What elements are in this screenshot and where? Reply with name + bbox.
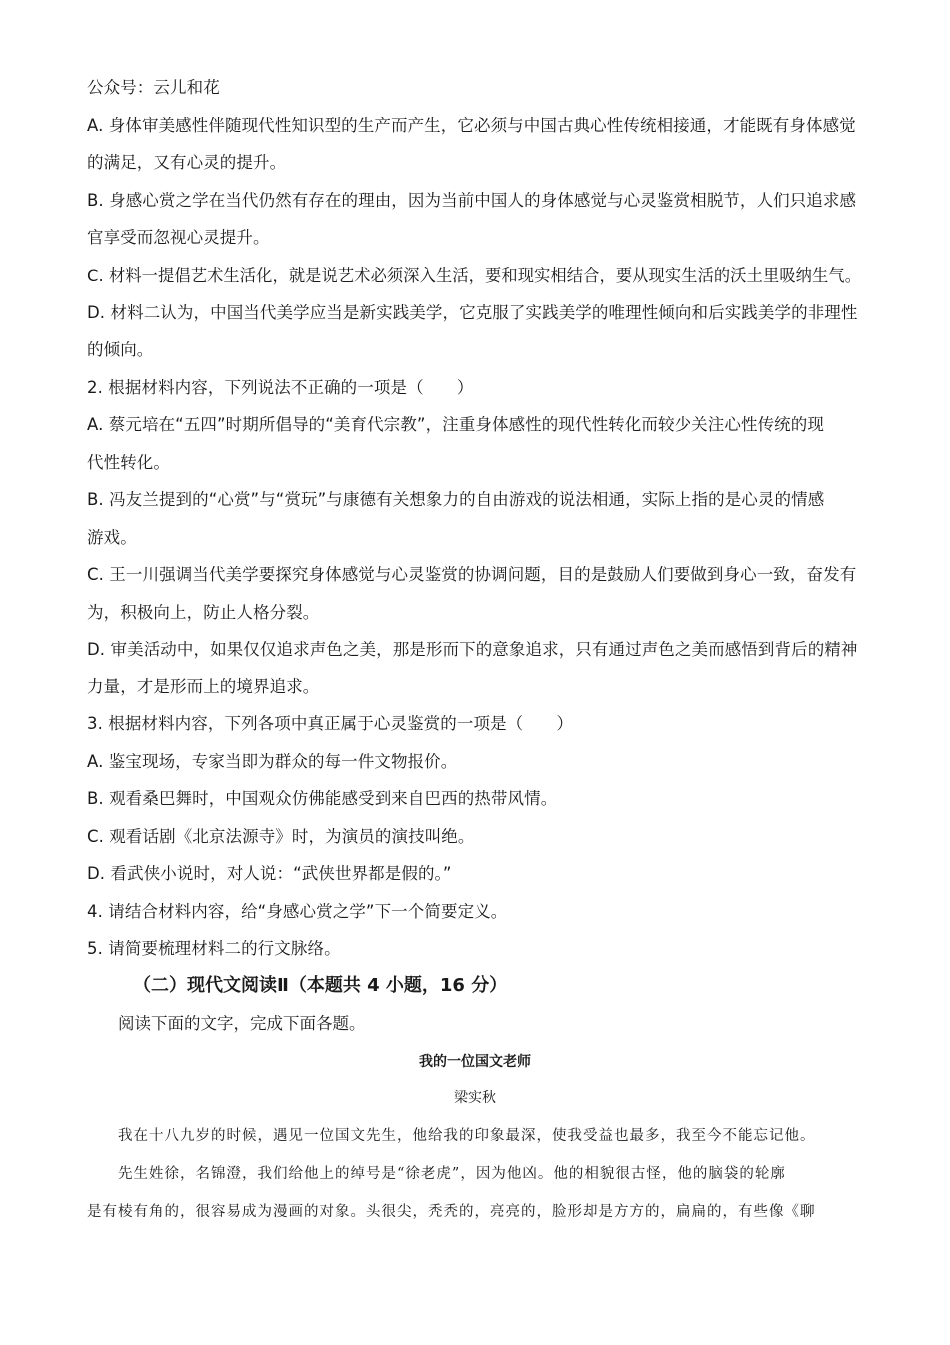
q3-option-b: B. 观看桑巴舞时，中国观众仿佛能感受到来自巴西的热带风情。 (87, 789, 558, 808)
watermark-text: 公众号：云儿和花 (87, 78, 220, 97)
q2-option-d-line2: 力量，才是形而上的境界追求。 (87, 677, 320, 696)
article-title: 我的一位国文老师 (419, 1054, 531, 1070)
q1-option-d-line2: 的倾向。 (87, 340, 154, 359)
article-author: 梁实秋 (454, 1090, 496, 1106)
q1-option-a-line2: 的满足，又有心灵的提升。 (87, 153, 287, 172)
q2-option-d-line1: D. 审美活动中，如果仅仅追求声色之美，那是形而下的意象追求，只有通过声色之美而感悟到背后的精神 (87, 640, 858, 659)
q1-option-b-line1: B. 身感心赏之学在当代仍然有存在的理由，因为当前中国人的身体感觉与心灵鉴赏相脱节，人们只追求感 (87, 191, 857, 210)
q2-option-c-line1: C. 王一川强调当代美学要探究身体感觉与心灵鉴赏的协调问题，目的是鼓励人们要做到身心一致，奋发有 (87, 565, 857, 584)
q2-stem: 2. 根据材料内容，下列说法不正确的一项是（ ） (87, 378, 474, 397)
q3-option-a: A. 鉴宝现场，专家当即为群众的每一件文物报价。 (87, 752, 458, 771)
q3-option-c: C. 观看话剧《北京法源寺》时，为演员的演技叫绝。 (87, 827, 475, 846)
q2-option-c-line2: 为，积极向上，防止人格分裂。 (87, 603, 320, 622)
q1-option-c-line1: C. 材料一提倡艺术生活化，就是说艺术必须深入生活，要和现实相结合，要从现实生活的沃土里吸纳生气。 (87, 266, 862, 285)
q2-option-a-line1: A. 蔡元培在“五四”时期所倡导的“美育代宗教”，注重身体感性的现代性转化而较少关注心性传统的现 (87, 415, 824, 434)
article-paragraph-2-line1: 先生姓徐，名锦澄，我们给他上的绰号是“徐老虎”，因为他凶。他的相貌很古怪，他的脑袋的轮廓 (118, 1166, 786, 1182)
q4-stem: 4. 请结合材料内容，给“身感心赏之学”下一个简要定义。 (87, 902, 508, 921)
article-paragraph-2-line2: 是有棱有角的，很容易成为漫画的对象。头很尖，秃秃的，亮亮的，脸形却是方方的，扁扁的，有些像《聊 (87, 1204, 816, 1220)
article-paragraph-1: 我在十八九岁的时候，遇见一位国文先生，他给我的印象最深，使我受益也最多，我至今不能忘记他。 (118, 1128, 816, 1144)
q3-option-d: D. 看武侠小说时，对人说：“武侠世界都是假的。” (87, 864, 452, 883)
q1-option-d-line1: D. 材料二认为，中国当代美学应当是新实践美学，它克服了实践美学的唯理性倾向和后实践美学的非理性 (87, 303, 858, 322)
q2-option-a-line2: 代性转化。 (87, 453, 170, 472)
section-instruction: 阅读下面的文字，完成下面各题。 (118, 1014, 366, 1033)
section-title: （二）现代文阅读Ⅱ（本题共 4 小题，16 分） (133, 975, 508, 996)
q5-stem: 5. 请简要梳理材料二的行文脉络。 (87, 939, 341, 958)
q2-option-b-line2: 游戏。 (87, 528, 137, 547)
q1-option-a-line1: A. 身体审美感性伴随现代性知识型的生产而产生，它必须与中国古典心性传统相接通，才能既有身体感觉 (87, 116, 856, 135)
q1-option-b-line2: 官享受而忽视心灵提升。 (87, 228, 270, 247)
q2-option-b-line1: B. 冯友兰提到的“心赏”与“赏玩”与康德有关想象力的自由游戏的说法相通，实际上指的是心灵的情感 (87, 490, 825, 509)
q3-stem: 3. 根据材料内容，下列各项中真正属于心灵鉴赏的一项是（ ） (87, 714, 574, 733)
